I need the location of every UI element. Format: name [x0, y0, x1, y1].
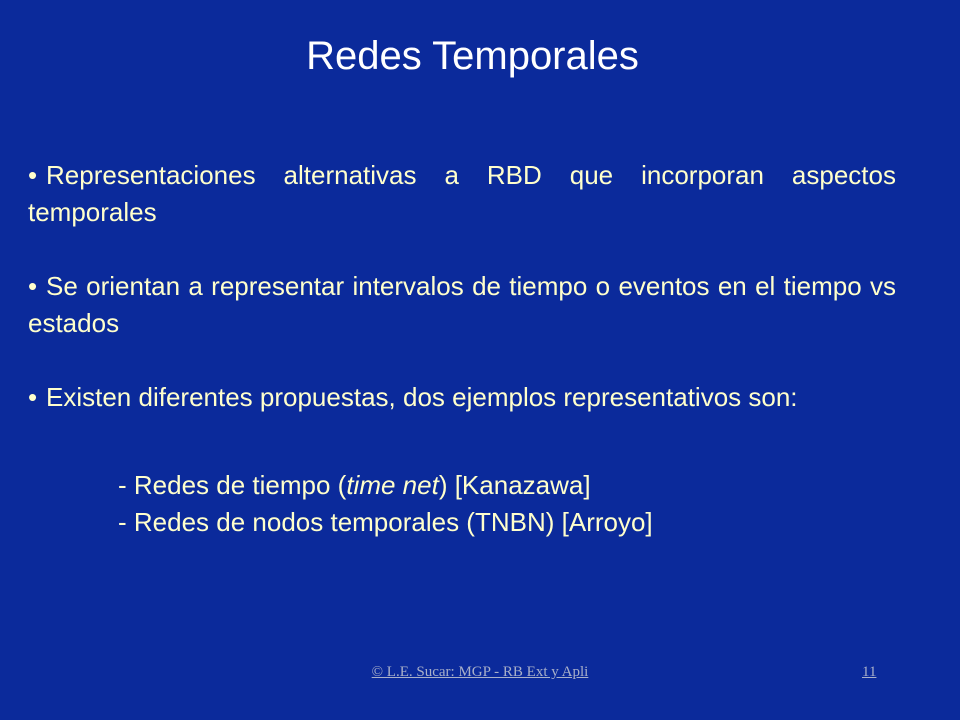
- footer-credit: © L.E. Sucar: MGP - RB Ext y Apli: [371, 664, 589, 680]
- bullet-item: [28, 157, 896, 231]
- bullet-list: [28, 157, 896, 453]
- sub-item-italic: time net: [346, 470, 439, 500]
- bullet-marker: •: [28, 160, 38, 190]
- sub-item-prefix: - Redes de tiempo (: [118, 470, 347, 500]
- bullet-marker: •: [28, 382, 38, 412]
- sub-item-suffix: ) [Kanazawa]: [438, 470, 591, 500]
- slide-title: Redes Temporales: [306, 34, 639, 78]
- bullet-item: [28, 379, 896, 416]
- sub-item-tnbn: - Redes de nodos temporales (TNBN) [Arroyo]: [118, 507, 653, 537]
- bullet-text: Existen diferentes propuestas, dos ejemplos representativos son:: [46, 382, 798, 412]
- bullet-text: Se orientan a representar intervalos de tiempo o eventos en el tiempo vs estados: [28, 271, 896, 338]
- bullet-marker: •: [28, 271, 38, 301]
- bullet-text: Representaciones alternativas a RBD que incorporan aspectos temporales: [28, 160, 896, 227]
- sub-item-time-net: [118, 467, 653, 504]
- page-number: 11: [862, 664, 877, 680]
- sub-item-list: [118, 467, 653, 541]
- bullet-item: [28, 268, 896, 342]
